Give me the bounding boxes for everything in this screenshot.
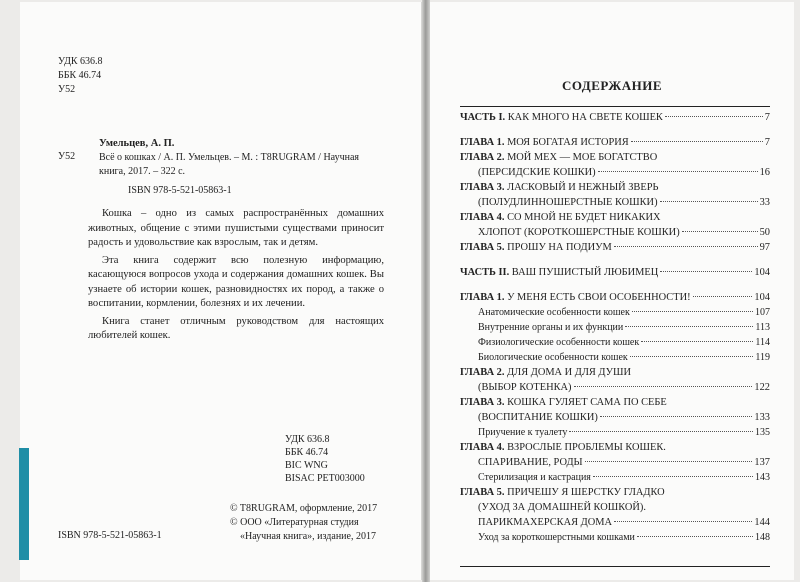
toc-label: ЧАСТЬ II.: [460, 267, 510, 278]
toc-entry: [460, 265, 770, 280]
toc-leader: [614, 521, 752, 522]
toc-page: 137: [754, 457, 770, 468]
toc-text: Приучение к туалету: [478, 427, 568, 438]
toc-leader: [625, 326, 753, 327]
toc-page: 122: [754, 382, 770, 393]
toc-page: 16: [759, 167, 770, 178]
toc-page: 104: [754, 292, 770, 303]
toc-entry: [460, 500, 770, 515]
classification-codes-bottom: [285, 433, 365, 485]
abstract-paragraph: Кошка – одно из самых распространённых домашних животных, общение с этими пушистыми существами приносит радость и удовольствие как взрослым, так и детям.: [88, 208, 384, 248]
toc-leader: [569, 431, 753, 432]
toc-label: ГЛАВА 3.: [460, 397, 505, 408]
toc-page: 7: [764, 137, 770, 148]
biblio-line: книга, 2017. – 322 с.: [99, 166, 186, 177]
toc-text: СПАРИВАНИЕ, РОДЫ: [478, 457, 583, 468]
toc-leader: [585, 461, 753, 462]
toc-label: ГЛАВА 5.: [460, 242, 505, 253]
toc-leader: [682, 231, 758, 232]
toc-bottom-rule: [460, 566, 770, 567]
toc-text: КАК МНОГО НА СВЕТЕ КОШЕК: [505, 112, 663, 123]
toc-text: ХЛОПОТ (КОРОТКОШЕРСТНЫЕ КОШКИ): [478, 227, 680, 238]
toc-text: Биологические особенности кошек: [478, 352, 628, 363]
biblio-author-mark: У52: [58, 151, 76, 162]
toc-entry: [460, 440, 770, 455]
toc-entry: [460, 210, 770, 225]
toc-leader: [600, 416, 753, 417]
toc-page: 7: [764, 112, 770, 123]
toc-text: (ВЫБОР КОТЕНКА): [478, 382, 572, 393]
toc-text: У МЕНЯ ЕСТЬ СВОИ ОСОБЕННОСТИ!: [504, 292, 691, 303]
toc-leader: [614, 246, 758, 247]
toc-page: 148: [755, 532, 770, 543]
toc-page: 135: [755, 427, 770, 438]
cover-edge-strip: [19, 448, 29, 560]
abstract-paragraph: Эта книга содержит всю полезную информацию, касающуюся вопросов ухода и содержания домашних кошек. Вы узнаете об истории кошек, разновидностях их пород, а также о воспитании, кормлении, болезнях и их лечении.: [88, 254, 384, 309]
toc-text: ДЛЯ ДОМА И ДЛЯ ДУШИ: [504, 367, 631, 378]
toc-label: ГЛАВА 4.: [460, 442, 505, 453]
toc-subentry: [460, 305, 770, 320]
toc-label: ГЛАВА 1.: [460, 137, 505, 148]
toc-page: 144: [754, 517, 770, 528]
toc-entry: [460, 455, 770, 470]
toc-text: Внутренние органы и их функции: [478, 322, 624, 333]
toc-entry: [460, 195, 770, 210]
toc-page: 113: [755, 322, 770, 333]
toc-entry: [460, 165, 770, 180]
toc-leader: [641, 341, 753, 342]
toc-leader: [598, 171, 758, 172]
toc-leader: [593, 476, 753, 477]
toc-subentry: [460, 350, 770, 365]
toc-leader: [660, 271, 752, 272]
toc-entry: [460, 380, 770, 395]
table-of-contents: [460, 110, 770, 545]
toc-entry: [460, 150, 770, 165]
toc-text: ПРИЧЕШУ Я ШЕРСТКУ ГЛАДКО: [504, 487, 665, 498]
toc-title: СОДЕРЖАНИЕ: [561, 78, 663, 93]
toc-page: 33: [759, 197, 770, 208]
toc-text: ВЗРОСЛЫЕ ПРОБЛЕМЫ КОШЕК.: [504, 442, 666, 453]
toc-page: 133: [754, 412, 770, 423]
toc-entry: [460, 395, 770, 410]
toc-text: ПАРИКМАХЕРСКАЯ ДОМА: [478, 517, 612, 528]
isbn-bottom: ISBN 978-5-521-05863-1: [58, 530, 162, 541]
toc-page: 107: [755, 307, 770, 318]
toc-page: 104: [754, 267, 770, 278]
bic-code: BIC WNG: [285, 460, 328, 471]
toc-entry: [460, 225, 770, 240]
bbk-code: ББК 46.74: [58, 70, 102, 81]
toc-text: Физиологические особенности кошек: [478, 337, 640, 348]
toc-entry: [460, 135, 770, 150]
toc-subentry: [460, 470, 770, 485]
copyright-line: «Научная книга», издание, 2017: [240, 531, 376, 542]
toc-top-rule: [460, 106, 770, 107]
author-mark: У52: [58, 84, 76, 95]
copyright-line: © ООО «Литературная студия: [230, 517, 359, 528]
copyright-line: © T8RUGRAM, оформление, 2017: [230, 503, 378, 514]
author-name: Умельцев, А. П.: [99, 138, 175, 149]
toc-label: ГЛАВА 4.: [460, 212, 505, 223]
book-gutter: [422, 0, 430, 582]
toc-label: ГЛАВА 2.: [460, 367, 505, 378]
toc-entry: [460, 485, 770, 500]
toc-leader: [665, 116, 763, 117]
udk-code: УДК 636.8: [285, 434, 330, 445]
toc-leader: [660, 201, 758, 202]
toc-text: Стерилизация и кастрация: [478, 472, 591, 483]
toc-text: Анатомические особенности кошек: [478, 307, 630, 318]
toc-subentry: [460, 530, 770, 545]
toc-text: (ВОСПИТАНИЕ КОШКИ): [478, 412, 598, 423]
biblio-line: Всё о кошках / А. П. Умельцев. – М. : T8RUGRAM / Научная: [99, 152, 360, 163]
abstract-paragraph: Книга станет отличным руководством для настоящих любителей кошек.: [88, 315, 384, 341]
toc-text: МОЯ БОГАТАЯ ИСТОРИЯ: [504, 137, 629, 148]
toc-label: ГЛАВА 2.: [460, 152, 505, 163]
toc-leader: [630, 356, 754, 357]
toc-label: ГЛАВА 5.: [460, 487, 505, 498]
toc-text: СО МНОЙ НЕ БУДЕТ НИКАКИХ: [504, 212, 661, 223]
toc-page: 50: [759, 227, 770, 238]
book-abstract: [88, 207, 384, 347]
toc-entry: [460, 180, 770, 195]
toc-page: 143: [755, 472, 770, 483]
toc-subentry: [460, 335, 770, 350]
toc-label: ЧАСТЬ I.: [460, 112, 506, 123]
toc-text: (УХОД ЗА ДОМАШНЕЙ КОШКОЙ).: [478, 502, 646, 513]
toc-text: КОШКА ГУЛЯЕТ САМА ПО СЕБЕ: [504, 397, 667, 408]
toc-subentry: [460, 320, 770, 335]
toc-page: 119: [755, 352, 770, 363]
toc-leader: [631, 141, 763, 142]
udk-code: УДК 636.8: [58, 56, 103, 67]
toc-text: ПРОШУ НА ПОДИУМ: [504, 242, 612, 253]
toc-leader: [637, 536, 753, 537]
toc-entry: [460, 240, 770, 255]
toc-text: (ПЕРСИДСКИЕ КОШКИ): [478, 167, 596, 178]
toc-leader: [632, 311, 753, 312]
toc-page: 97: [759, 242, 770, 253]
bibliographic-description: [99, 151, 399, 179]
toc-leader: [574, 386, 753, 387]
toc-label: ГЛАВА 3.: [460, 182, 505, 193]
toc-text: МОЙ МЕХ — МОЕ БОГАТСТВО: [504, 152, 658, 163]
toc-leader: [693, 296, 753, 297]
isbn-top: ISBN 978-5-521-05863-1: [128, 185, 232, 196]
toc-entry: [460, 410, 770, 425]
toc-text: ВАШ ПУШИСТЫЙ ЛЮБИМЕЦ: [509, 267, 659, 278]
toc-page: 114: [755, 337, 770, 348]
bisac-code: BISAC PET003000: [285, 473, 365, 484]
toc-text: ЛАСКОВЫЙ И НЕЖНЫЙ ЗВЕРЬ: [504, 182, 659, 193]
bbk-code: ББК 46.74: [285, 447, 329, 458]
toc-text: Уход за короткошерстными кошками: [478, 532, 635, 543]
toc-entry: [460, 110, 770, 125]
toc-label: ГЛАВА 1.: [460, 292, 505, 303]
copyright-notice: [230, 502, 377, 544]
toc-entry: [460, 515, 770, 530]
toc-subentry: [460, 425, 770, 440]
toc-text: (ПОЛУДЛИННОШЕРСТНЫЕ КОШКИ): [478, 197, 658, 208]
classification-codes-top: [58, 55, 103, 97]
toc-entry: [460, 365, 770, 380]
toc-entry: [460, 290, 770, 305]
